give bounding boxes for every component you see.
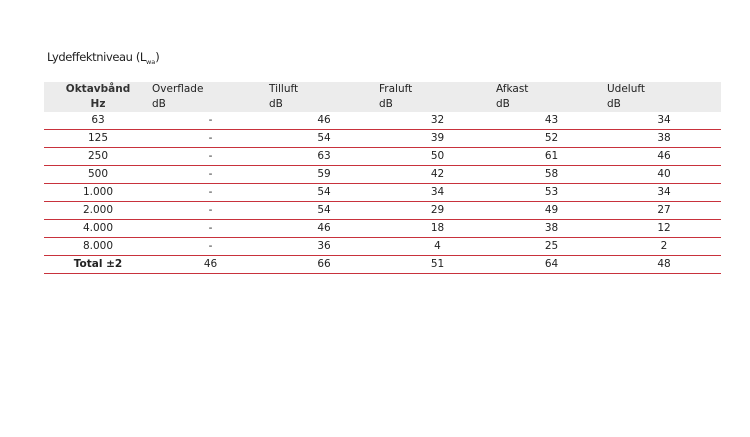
- cell-fraluft: 51: [379, 256, 496, 274]
- table-row: [44, 184, 721, 202]
- header-octave-band: Oktavbånd: [65, 83, 131, 95]
- cell-afkast: 52: [496, 130, 607, 148]
- cell-udeluft: 48: [607, 256, 721, 274]
- table-row: [44, 220, 721, 238]
- unit-udeluft: dB: [607, 98, 621, 110]
- cell-octave-band: Total ±2: [44, 256, 152, 274]
- cell-tilluft: 54: [269, 202, 379, 220]
- unit-octave-band: Hz: [90, 98, 106, 110]
- header-udeluft: Udeluft: [607, 83, 646, 95]
- header-fraluft: Fraluft: [379, 83, 413, 95]
- cell-fraluft: 18: [379, 220, 496, 238]
- table-header: [44, 82, 721, 112]
- cell-overflade: 46: [152, 256, 269, 274]
- cell-tilluft: 59: [269, 166, 379, 184]
- cell-afkast: 53: [496, 184, 607, 202]
- cell-fraluft: 4: [379, 238, 496, 256]
- header-row-units: [44, 97, 721, 112]
- cell-tilluft: 36: [269, 238, 379, 256]
- cell-afkast: 64: [496, 256, 607, 274]
- cell-overflade: -: [152, 202, 269, 220]
- table-row: [44, 238, 721, 256]
- table-row: [44, 166, 721, 184]
- header-row-names: [44, 82, 721, 97]
- title-subscript: wa: [145, 58, 156, 66]
- cell-octave-band: 2.000: [44, 202, 152, 220]
- cell-overflade: -: [152, 148, 269, 166]
- cell-octave-band: 8.000: [44, 238, 152, 256]
- cell-overflade: -: [152, 166, 269, 184]
- cell-udeluft: 27: [607, 202, 721, 220]
- cell-octave-band: 4.000: [44, 220, 152, 238]
- cell-afkast: 38: [496, 220, 607, 238]
- header-afkast: Afkast: [496, 83, 529, 95]
- sound-power-table: [44, 82, 721, 274]
- cell-udeluft: 46: [607, 148, 721, 166]
- cell-tilluft: 63: [269, 148, 379, 166]
- cell-udeluft: 34: [607, 184, 721, 202]
- title-text: Lydeffektniveau (L: [47, 50, 146, 64]
- header-overflade: Overflade: [152, 83, 204, 95]
- cell-afkast: 25: [496, 238, 607, 256]
- cell-udeluft: 40: [607, 166, 721, 184]
- cell-overflade: -: [152, 130, 269, 148]
- cell-fraluft: 39: [379, 130, 496, 148]
- cell-fraluft: 34: [379, 184, 496, 202]
- cell-overflade: -: [152, 112, 269, 130]
- cell-overflade: -: [152, 238, 269, 256]
- unit-afkast: dB: [496, 98, 510, 110]
- cell-udeluft: 12: [607, 220, 721, 238]
- cell-fraluft: 50: [379, 148, 496, 166]
- cell-octave-band: 125: [44, 130, 152, 148]
- cell-afkast: 49: [496, 202, 607, 220]
- cell-udeluft: 34: [607, 112, 721, 130]
- cell-octave-band: 250: [44, 148, 152, 166]
- table-row: [44, 130, 721, 148]
- cell-afkast: 43: [496, 112, 607, 130]
- cell-udeluft: 2: [607, 238, 721, 256]
- cell-octave-band: 1.000: [44, 184, 152, 202]
- cell-tilluft: 66: [269, 256, 379, 274]
- cell-tilluft: 46: [269, 220, 379, 238]
- cell-octave-band: 63: [44, 112, 152, 130]
- cell-fraluft: 32: [379, 112, 496, 130]
- cell-tilluft: 54: [269, 130, 379, 148]
- cell-fraluft: 42: [379, 166, 496, 184]
- cell-afkast: 58: [496, 166, 607, 184]
- cell-tilluft: 54: [269, 184, 379, 202]
- unit-overflade: dB: [152, 98, 166, 110]
- cell-fraluft: 29: [379, 202, 496, 220]
- header-tilluft: Tilluft: [269, 83, 299, 95]
- cell-tilluft: 46: [269, 112, 379, 130]
- cell-udeluft: 38: [607, 130, 721, 148]
- cell-afkast: 61: [496, 148, 607, 166]
- table-row: [44, 112, 721, 130]
- cell-octave-band: 500: [44, 166, 152, 184]
- table-title: [47, 50, 159, 66]
- table-body: [44, 112, 721, 274]
- unit-fraluft: dB: [379, 98, 393, 110]
- title-closing: ): [155, 50, 160, 64]
- table-row: [44, 202, 721, 220]
- table-row: [44, 148, 721, 166]
- cell-overflade: -: [152, 220, 269, 238]
- unit-tilluft: dB: [269, 98, 283, 110]
- table-row: [44, 256, 721, 274]
- cell-overflade: -: [152, 184, 269, 202]
